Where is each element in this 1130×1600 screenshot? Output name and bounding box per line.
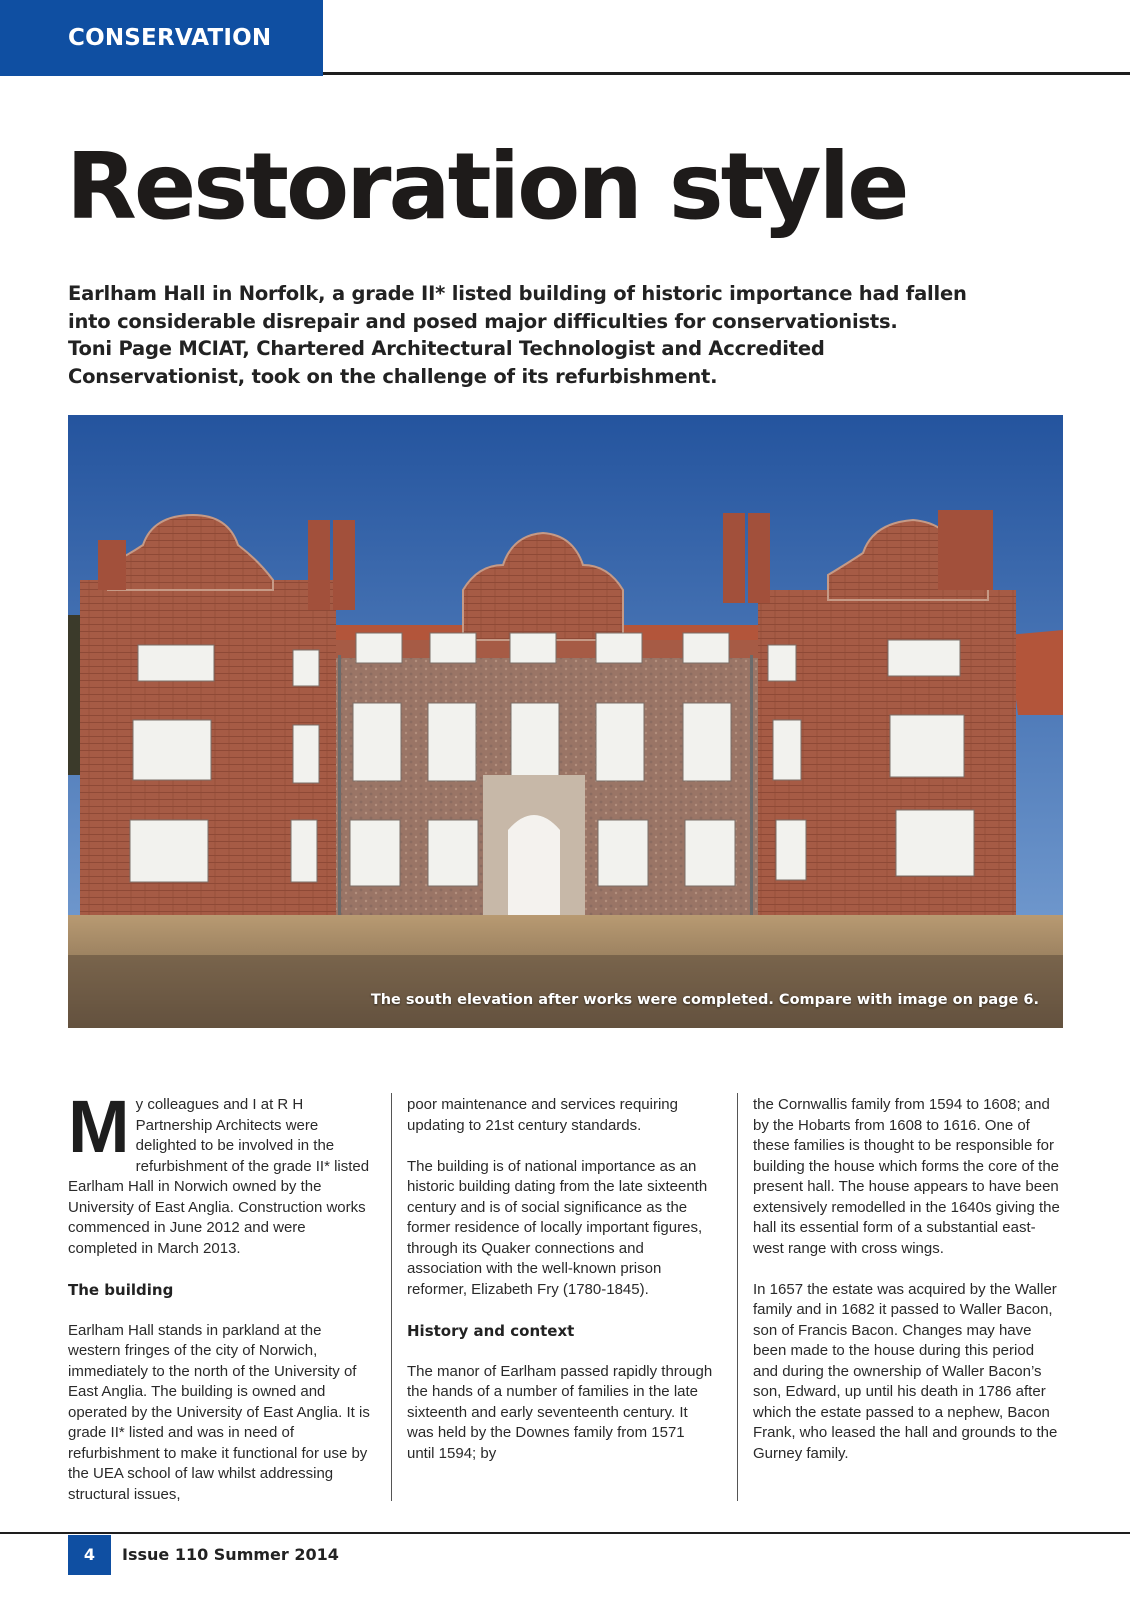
article-column-3 xyxy=(753,1095,1060,1485)
standfirst xyxy=(68,280,998,390)
body-paragraph: The building is of national importance as an historic building dating from the late sixteenth century and is of social significance as the former residence of locally important figures, through its Quaker connections and association with the well-known prison reformer, Elizabeth Fry (1780-1845). xyxy=(407,1157,708,1298)
body-paragraph: The manor of Earlham passed rapidly through the hands of a number of families in the late sixteenth and early seventeenth century. It was held by the Downes family from 1571 until 1594; by xyxy=(407,1362,713,1462)
column-divider xyxy=(737,1093,738,1501)
article-column-1 xyxy=(68,1085,375,1526)
earlham-hall-illustration xyxy=(68,415,1063,1028)
body-paragraph: y colleagues and I at R H Partnership Architects were delighted to be involved in the refurbishment of the grade II* listed Earlham Hall in Norwich owned by the University of East Anglia. Construction works commenced in June 2012 and were completed in March 2013. xyxy=(68,1096,370,1257)
top-divider xyxy=(323,72,1130,75)
body-paragraph: poor maintenance and services requiring updating to 21st century standards. xyxy=(407,1096,678,1134)
article-column-2 xyxy=(407,1095,714,1485)
issue-label: Issue 110 Summer 2014 xyxy=(122,1545,339,1564)
body-paragraph: the Cornwallis family from 1594 to 1608; and by the Hobarts from 1608 to 1616. One of these families is thought to be responsible for building the house which forms the core of the present hall. The house appears to have been extensively remodelled in the 1640s giving the hall its essential form of a substantial east-west range with cross wings. xyxy=(753,1096,1060,1257)
standfirst-line-2: Toni Page MCIAT, Chartered Architectural Technologist and Accredited Conservationist, took on the challenge of its refurbishment. xyxy=(68,337,825,388)
page-number: 4 xyxy=(68,1535,111,1575)
subheading-history: History and context xyxy=(407,1321,575,1340)
footer-divider xyxy=(0,1532,1130,1534)
body-paragraph: Earlham Hall stands in parkland at the western fringes of the city of Norwich, immediately to the north of the University of East Anglia. The building is owned and operated by the University of East Anglia. It is grade II* listed and was in need of refurbishment to make it functional for use by the UEA school of law whilst addressing structural issues, xyxy=(68,1321,370,1503)
standfirst-line-1: Earlham Hall in Norfolk, a grade II* listed building of historic importance had fallen into considerable disrepair and posed major difficulties for conservationists. xyxy=(68,282,967,333)
article-title: Restoration style xyxy=(66,133,907,240)
hero-photo xyxy=(68,415,1063,1028)
photo-caption: The south elevation after works were completed. Compare with image on page 6. xyxy=(370,992,1039,1008)
drop-cap: M xyxy=(68,1085,130,1168)
subheading-the-building: The building xyxy=(68,1280,174,1299)
body-paragraph: In 1657 the estate was acquired by the Waller family and in 1682 it passed to Waller Bacon, son of Francis Bacon. Changes may have been made to the house during this period and during the ownership of Waller Bacon’s son, Edward, up until his death in 1786 after which the estate passed to a nephew, Bacon Frank, who leased the hall and grounds to the Gurney family. xyxy=(753,1280,1058,1462)
column-divider xyxy=(391,1093,392,1501)
section-label: CONSERVATION xyxy=(0,0,323,76)
